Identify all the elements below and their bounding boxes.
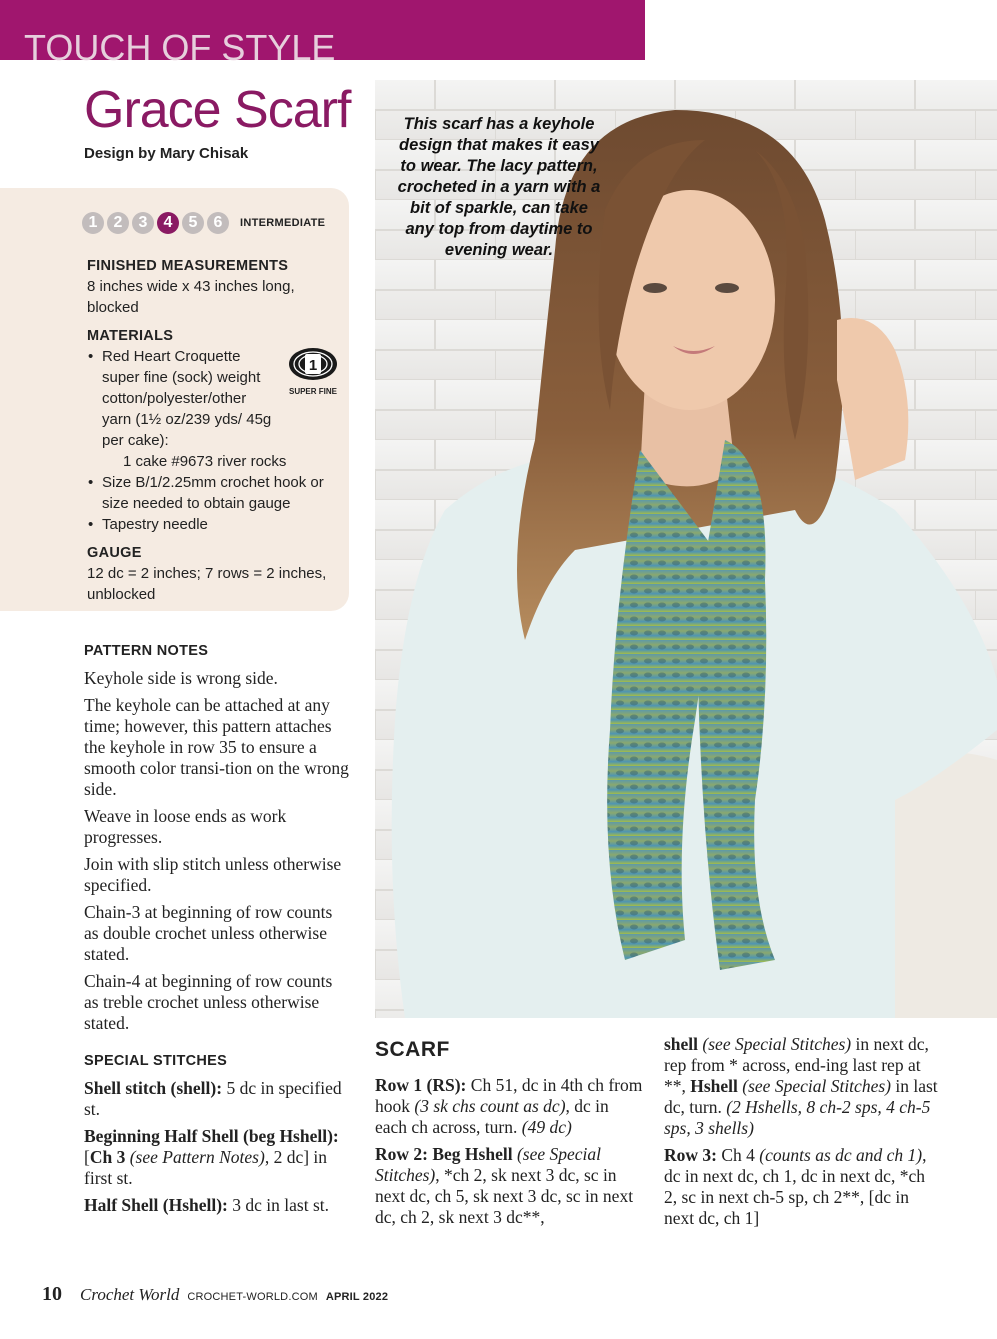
skill-level-2: 2 — [107, 212, 129, 234]
materials-item-needle: • Tapestry needle — [87, 514, 347, 535]
magazine-website: CROCHET-WORLD.COM — [187, 1291, 318, 1303]
yarn-weight-icon — [287, 347, 339, 396]
photo-caption: This scarf has a keyhole design that makes it easy to wear. The lacy pattern, crocheted in a yarn with a bit of sparkle, can take any top from daytime to evening wear. — [397, 115, 601, 259]
materials-list-continued — [87, 472, 347, 535]
row-2-instruction: Row 2: Beg Hshell (see Special Stitches), *ch 2, sk next 3 dc, sc in next dc, ch 5, sk next 3 dc, sc in next dc, ch 2, sk next 3 dc**, — [375, 1144, 634, 1227]
row-1-instruction: Row 1 (RS): Ch 51, dc in 4th ch from hook (3 sk chs count as dc), dc in each ch across, turn. (49 dc) — [375, 1075, 643, 1137]
materials-item-yarn: • Red Heart Croquette super fine (sock) weight cotton/polyester/other yarn (1½ oz/239 yds/ 45g per cake): — [87, 346, 272, 451]
gauge-section — [87, 543, 347, 605]
skill-level-label: INTERMEDIATE — [240, 217, 326, 229]
section-label: TOUCH OF STYLE — [24, 27, 336, 68]
instructions-column-1 — [375, 1075, 645, 1234]
materials-heading: MATERIALS — [87, 328, 174, 344]
finished-measurements-heading: FINISHED MEASUREMENTS — [87, 258, 289, 274]
special-stitches-heading: SPECIAL STITCHES — [84, 1053, 228, 1069]
finished-measurements-text: 8 inches wide x 43 inches long, blocked — [87, 278, 295, 316]
stitch-definition-beg-hshell: Beginning Half Shell (beg Hshell): [Ch 3 (see Pattern Notes), 2 dc] in first st. — [84, 1126, 339, 1188]
yarn-skein-icon — [287, 347, 339, 381]
pattern-note: Chain-3 at beginning of row counts as double crochet unless otherwise stated. — [84, 902, 333, 964]
skill-level-1: 1 — [82, 212, 104, 234]
yarn-weight-label: SUPER FINE — [288, 387, 337, 396]
row-2-instruction-continued: shell (see Special Stitches) in next dc, rep from * across, end-ing last rep at **, Hshell (see Special Stitches) in last dc, turn. (2 Hshells, 8 ch-2 sps, 4 ch-5 sps, 3 shells) — [664, 1034, 938, 1138]
pattern-notes — [84, 640, 349, 1222]
page-footer — [42, 1283, 388, 1306]
pattern-title: Grace Scarf — [84, 81, 351, 139]
gauge-text: 12 dc = 2 inches; 7 rows = 2 inches, unblocked — [87, 565, 327, 603]
materials-sub-item: 1 cake #9673 river rocks — [123, 453, 287, 470]
yarn-weight-number: 1 — [308, 357, 318, 374]
skill-level-6: 6 — [207, 212, 229, 234]
skill-level-4-active: 4 — [157, 212, 179, 234]
pattern-notes-heading: PATTERN NOTES — [84, 643, 209, 659]
pattern-note: Keyhole side is wrong side. — [84, 668, 278, 688]
pattern-note: The keyhole can be attached at any time; however, this pattern attaches the keyhole in row 35 to ensure a smooth color transi-tion on the wrong side. — [84, 695, 349, 799]
stitch-definition-hshell: Half Shell (Hshell): 3 dc in last st. — [84, 1195, 329, 1215]
pattern-note: Chain-4 at beginning of row counts as treble crochet unless otherwise stated. — [84, 971, 333, 1033]
page-number: 10 — [42, 1283, 62, 1305]
materials-content — [87, 256, 347, 613]
stitch-definition-shell: Shell stitch (shell): 5 dc in specified st. — [84, 1078, 342, 1119]
skill-level-5: 5 — [182, 212, 204, 234]
skill-level-3: 3 — [132, 212, 154, 234]
row-3-instruction: Row 3: Ch 4 (counts as dc and ch 1), dc in next dc, ch 1, dc in next dc, *ch 2, sc in next ch-5 sp, ch 2**, [dc in next dc, ch 1] — [664, 1145, 927, 1228]
instructions-column-2 — [664, 1034, 939, 1235]
designer-byline: Design by Mary Chisak — [84, 145, 249, 162]
finished-measurements-section — [87, 256, 347, 318]
magazine-name: Crochet World — [80, 1285, 180, 1304]
scarf-heading: SCARF — [375, 1038, 450, 1061]
materials-item-hook: • Size B/1/2.25mm crochet hook or size needed to obtain gauge — [87, 472, 347, 514]
issue-date: APRIL 2022 — [325, 1291, 389, 1303]
gauge-heading: GAUGE — [87, 545, 142, 561]
skill-level-indicator — [82, 210, 325, 236]
pattern-note: Join with slip stitch unless otherwise specified. — [84, 854, 342, 895]
pattern-note: Weave in loose ends as work progresses. — [84, 806, 287, 847]
